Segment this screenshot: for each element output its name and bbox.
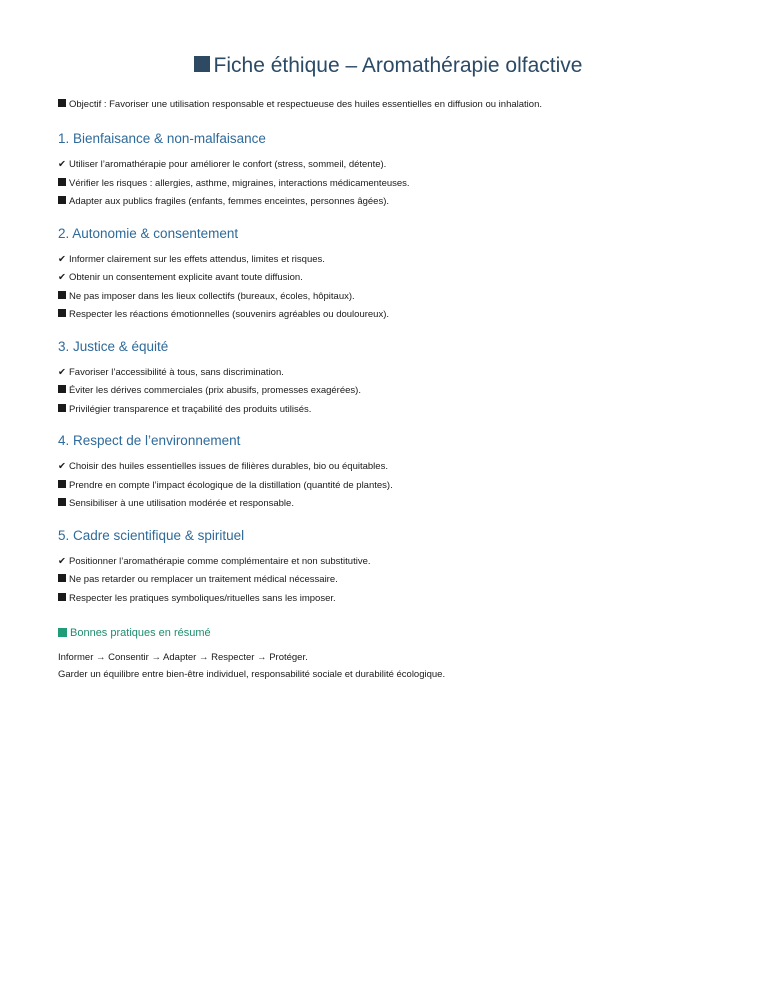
square-bullet-icon (58, 593, 66, 601)
document-title (58, 52, 718, 80)
section-4 (58, 432, 718, 527)
list-item (58, 477, 718, 496)
list-item-text: Respecter les réactions émotionnelles (souvenirs agréables ou douloureux). (69, 309, 390, 320)
list-item-text: Adapter aux publics fragiles (enfants, femmes enceintes, personnes âgées). (69, 196, 390, 207)
summary-line-1: Informer → Consentir → Adapter → Respecter → Protéger. (58, 652, 308, 663)
square-bullet-icon (58, 498, 66, 506)
section-title: 2. Autonomie & consentement (58, 225, 239, 241)
list-item-text: Vérifier les risques : allergies, asthme, migraines, interactions médicamenteuses. (69, 177, 410, 189)
list-item (58, 590, 718, 609)
objective-line (58, 98, 718, 112)
section-title: 1. Bienfaisance & non-malfaisance (58, 131, 266, 146)
section-title: 4. Respect de l’environnement (58, 433, 241, 448)
list-item-text: Obtenir un consentement explicite avant toute diffusion. (69, 272, 303, 283)
list-item (58, 553, 718, 572)
section-spacer (58, 212, 718, 225)
section-5 (58, 527, 718, 622)
document-page (58, 52, 718, 683)
list-item-text: Respecter les pratiques symboliques/rituelles sans les imposer. (69, 592, 336, 604)
section-3 (58, 338, 718, 433)
check-icon: ✔ (58, 159, 66, 170)
list-item-text: Utiliser l’aromathérapie pour améliorer le confort (stress, sommeil, détente). (69, 159, 387, 170)
section-spacer (58, 514, 718, 527)
list-item-text: Informer clairement sur les effets attendus, limites et risques. (69, 253, 325, 265)
sections-container (58, 130, 718, 621)
list-item (58, 306, 718, 325)
objective-text: Objectif : Favoriser une utilisation responsable et respectueuse des huiles essentielles en diffusion ou inhalation. (69, 99, 542, 110)
square-bullet-icon (58, 99, 66, 107)
list-item (58, 401, 718, 420)
check-icon: ✔ (58, 253, 66, 265)
check-icon: ✔ (58, 366, 66, 378)
list-item-text: Éviter les dérives commerciales (prix abusifs, promesses exagérées). (69, 385, 361, 396)
section-spacer (58, 325, 718, 338)
check-icon: ✔ (58, 272, 66, 283)
list-item-text: Favoriser l’accessibilité à tous, sans discrimination. (69, 366, 284, 378)
list-item (58, 288, 718, 307)
section-1 (58, 130, 718, 225)
title-square-icon (194, 56, 210, 72)
list-item-text: Prendre en compte l’impact écologique de la distillation (quantité de plantes). (69, 479, 393, 491)
square-bullet-icon (58, 574, 66, 582)
square-bullet-icon (58, 196, 66, 204)
summary-title-text: Bonnes pratiques en résumé (70, 627, 211, 639)
check-icon: ✔ (58, 461, 66, 472)
list-item-text: Positionner l’aromathérapie comme complémentaire et non substitutive. (69, 555, 371, 567)
list-item (58, 458, 718, 477)
section-spacer (58, 608, 718, 621)
list-item-text: Privilégier transparence et traçabilité des produits utilisés. (69, 403, 312, 415)
square-bullet-icon (58, 385, 66, 393)
section-title: 5. Cadre scientifique & spirituel (58, 527, 245, 543)
section-2 (58, 225, 718, 338)
summary-title (58, 625, 718, 641)
list-item-text: Choisir des huiles essentielles issues de filières durables, bio ou équitables. (69, 461, 388, 472)
list-item (58, 364, 718, 383)
square-bullet-icon (58, 404, 66, 412)
list-item-text: Sensibiliser à une utilisation modérée et responsable. (69, 498, 294, 509)
summary-line-2: Garder un équilibre entre bien-être individuel, responsabilité sociale et durabilité écologique. (58, 669, 446, 680)
document-title-text: Fiche éthique – Aromathérapie olfactive (213, 54, 583, 77)
list-item (58, 495, 718, 514)
list-item (58, 571, 718, 590)
list-item (58, 382, 718, 401)
square-bullet-icon (58, 178, 66, 186)
list-item (58, 156, 718, 175)
green-square-icon (58, 628, 67, 637)
check-icon: ✔ (58, 555, 66, 567)
list-item (58, 175, 718, 194)
list-item (58, 251, 718, 270)
square-bullet-icon (58, 480, 66, 488)
list-item (58, 269, 718, 288)
list-item (58, 193, 718, 212)
list-item-text: Ne pas retarder ou remplacer un traitement médical nécessaire. (69, 574, 338, 585)
section-spacer (58, 419, 718, 432)
section-title: 3. Justice & équité (58, 338, 169, 354)
list-item-text: Ne pas imposer dans les lieux collectifs (bureaux, écoles, hôpitaux). (69, 290, 355, 302)
square-bullet-icon (58, 309, 66, 317)
square-bullet-icon (58, 291, 66, 299)
